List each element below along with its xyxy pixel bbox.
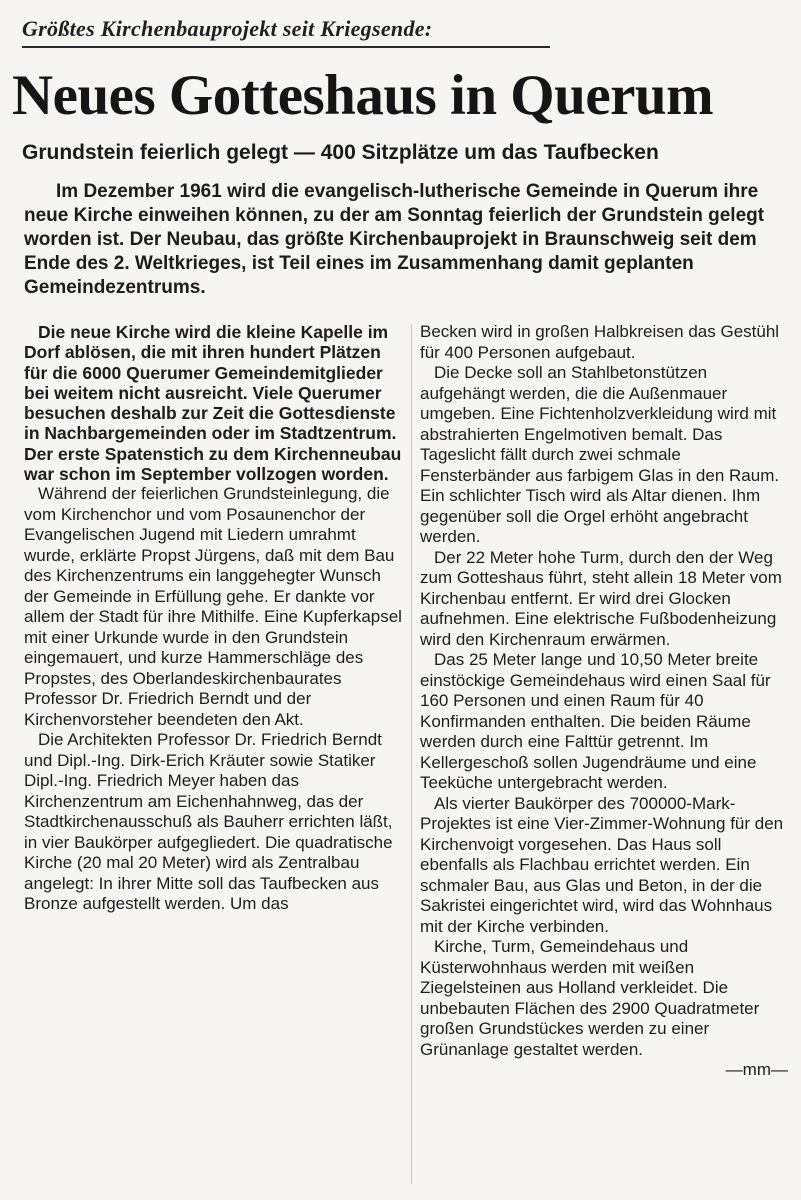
body-paragraph: Die neue Kirche wird die kleine Kapelle im Dorf ablösen, die mit ihren hundert Plätzen für die 6000 Querumer Gemeindemitglieder bei weitem nicht ausreicht. Viele Querumer besuchen deshalb zur Zeit die Gottesdienste in Nachbargemeinden oder im Stadtzentrum. Der erste Spatenstich zu dem Kirchenneubau war schon im September vollzogen worden. (24, 322, 402, 485)
article-subheadline: Grundstein feierlich gelegt — 400 Sitzplätze um das Taufbecken (22, 141, 659, 164)
left-column (24, 322, 404, 915)
kicker-underline (22, 46, 550, 48)
article-headline: Neues Gotteshaus in Querum (12, 64, 714, 127)
body-paragraph: Becken wird in großen Halbkreisen das Gestühl für 400 Personen aufgebaut. (420, 322, 780, 362)
body-paragraph: Während der feierlichen Grundsteinlegung, die vom Kirchenchor und vom Posaunenchor der Evangelischen Jugend mit Liedern umrahmt wurde, erklärte Propst Jürgens, daß mit dem Bau des Kirchenzentrums ein langgehegter Wunsch der Gemeinde in Erfüllung gehe. Er dankte vor allem der Stadt für ihre Mithilfe. Eine Kupferkapsel mit einer Urkunde wurde in den Grundstein eingemauert, und kurze Hammerschläge des Propstes, des Oberlandeskirchenbaurates Professor Dr. Friedrich Berndt und der Kirchenvorsteher beendeten den Akt. (24, 484, 402, 729)
body-paragraph: Der 22 Meter hohe Turm, durch den der Weg zum Gotteshaus führt, steht allein 18 Meter vom Kirchenbau entfernt. Er wird drei Glocken aufnehmen. Eine elektrische Fußbodenheizung wird den Kirchenraum erwärmen. (420, 547, 782, 649)
body-paragraph: Die Decke soll an Stahlbetonstützen aufgehängt werden, die die Außenmauer umgeben. Eine Fichtenholzverkleidung wird mit abstrahierten Engelmotiven bemalt. Das Tageslicht fällt durch zwei schmale Fensterbänder aus farbigem Glas in den Raum. Ein schlichter Tisch wird als Altar dienen. Ihm gegenüber soll die Orgel erhöht angebracht werden. (420, 363, 780, 546)
lede-paragraph: Im Dezember 1961 wird die evangelisch-lutherische Gemeinde in Querum ihre neue Kirche einweihen können, zu der am Sonntag feierlich der Grundstein gelegt worden ist. Der Neubau, das größte Kirchenbauprojekt in Braunschweig seit dem Ende des 2. Weltkrieges, ist Teil eines im Zusammenhang damit geplanten Gemeindezentrums. (24, 181, 765, 298)
body-paragraph: Das 25 Meter lange und 10,50 Meter breite einstöckige Gemeindehaus wird einen Saal für 160 Personen und einen Raum für 40 Konfirmanden enthalten. Die beiden Räume werden durch eine Falttür getrennt. Im Kellergeschoß sollen Jugendräume und eine Teeküche untergebracht werden. (420, 650, 771, 792)
right-column (420, 322, 792, 1081)
column-divider (411, 324, 412, 1184)
body-paragraph: Als vierter Baukörper des 700000-Mark-Projektes ist eine Vier-Zimmer-Wohnung für den Kirchenvoigt vorgesehen. Das Haus soll ebenfalls als Flachbau errichtet werden. Ein schmaler Bau, aus Glas und Beton, in der die Sakristei eingerichtet wird, wird das Wohnhaus mit der Kirche verbinden. (420, 793, 784, 936)
author-signature: —mm— (725, 1060, 788, 1079)
body-paragraph: Die Architekten Professor Dr. Friedrich Berndt und Dipl.-Ing. Dirk-Erich Kräuter sowie Statiker Dipl.-Ing. Friedrich Meyer haben das Kirchenzentrum am Eichenhahnweg, das der Stadtkirchenausschuß als Bauherr errichten läßt, in vier Baukörper aufgegliedert. Die quadratische Kirche (20 mal 20 Meter) wird als Zentralbau angelegt: In ihrer Mitte soll das Taufbecken aus Bronze aufgestellt werden. Um das (24, 730, 393, 914)
body-paragraph: Kirche, Turm, Gemeindehaus und Küsterwohnhaus werden mit weißen Ziegelsteinen aus Holland verkleidet. Die unbebauten Flächen des 2900 Quadratmeter großen Grundstückes werden zu einer Grünanlage gestaltet werden. (420, 937, 760, 1059)
article-lede (24, 180, 780, 300)
article-kicker: Größtes Kirchenbauprojekt seit Kriegsende: (22, 16, 433, 41)
